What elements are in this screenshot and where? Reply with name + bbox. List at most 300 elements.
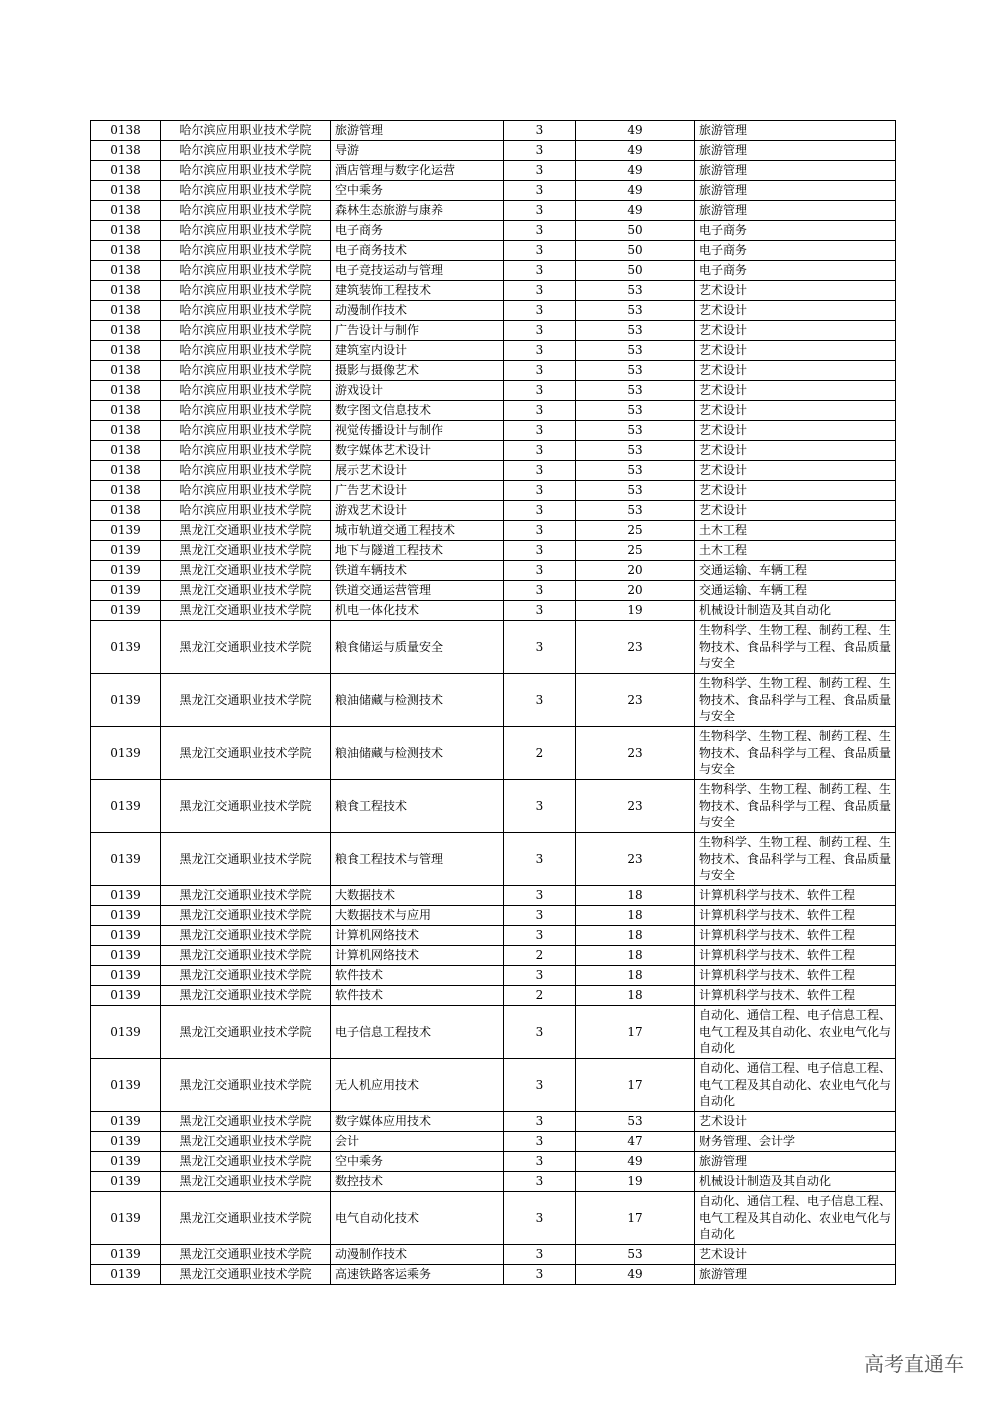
school-code-cell: 0139 [91,1132,161,1152]
major-cell: 电子商务 [331,221,504,241]
years-cell: 3 [504,1192,576,1245]
school-code-cell: 0138 [91,421,161,441]
table-row [91,1192,896,1245]
school-code-cell: 0139 [91,986,161,1006]
category-code-cell: 53 [576,281,695,301]
years-cell: 3 [504,441,576,461]
years-cell: 3 [504,361,576,381]
years-cell: 3 [504,780,576,833]
years-cell: 2 [504,986,576,1006]
category-code-cell: 53 [576,1112,695,1132]
school-name-cell: 黑龙江交通职业技术学院 [161,727,331,780]
undergrad-major-cell: 计算机科学与技术、软件工程 [695,966,896,986]
years-cell: 3 [504,181,576,201]
undergrad-major-cell: 艺术设计 [695,1245,896,1265]
school-name-cell: 黑龙江交通职业技术学院 [161,906,331,926]
major-cell: 粮食工程技术 [331,780,504,833]
school-code-cell: 0139 [91,1112,161,1132]
undergrad-major-cell: 旅游管理 [695,161,896,181]
category-code-cell: 53 [576,341,695,361]
years-cell: 3 [504,341,576,361]
table-row [91,727,896,780]
undergrad-major-cell: 计算机科学与技术、软件工程 [695,926,896,946]
major-cell: 电子竞技运动与管理 [331,261,504,281]
table-row [91,1265,896,1285]
school-name-cell: 哈尔滨应用职业技术学院 [161,161,331,181]
table-row [91,501,896,521]
category-code-cell: 18 [576,926,695,946]
years-cell: 3 [504,966,576,986]
undergrad-major-cell: 艺术设计 [695,1112,896,1132]
school-name-cell: 黑龙江交通职业技术学院 [161,1112,331,1132]
school-code-cell: 0138 [91,461,161,481]
category-code-cell: 49 [576,141,695,161]
major-cell: 数字图文信息技术 [331,401,504,421]
school-code-cell: 0138 [91,201,161,221]
years-cell: 3 [504,1006,576,1059]
school-name-cell: 黑龙江交通职业技术学院 [161,601,331,621]
major-cell: 高速铁路客运乘务 [331,1265,504,1285]
undergrad-major-cell: 生物科学、生物工程、制药工程、生物技术、食品科学与工程、食品质量与安全 [695,674,896,727]
years-cell: 3 [504,261,576,281]
school-name-cell: 哈尔滨应用职业技术学院 [161,201,331,221]
major-cell: 铁道车辆技术 [331,561,504,581]
years-cell: 3 [504,1265,576,1285]
major-cell: 数控技术 [331,1172,504,1192]
school-name-cell: 哈尔滨应用职业技术学院 [161,341,331,361]
table-row [91,561,896,581]
school-code-cell: 0138 [91,181,161,201]
admissions-table [90,120,896,1285]
school-name-cell: 黑龙江交通职业技术学院 [161,621,331,674]
years-cell: 3 [504,561,576,581]
years-cell: 3 [504,521,576,541]
school-code-cell: 0139 [91,1172,161,1192]
category-code-cell: 17 [576,1192,695,1245]
school-code-cell: 0138 [91,341,161,361]
major-cell: 会计 [331,1132,504,1152]
school-code-cell: 0139 [91,674,161,727]
school-name-cell: 哈尔滨应用职业技术学院 [161,241,331,261]
category-code-cell: 18 [576,886,695,906]
category-code-cell: 53 [576,361,695,381]
major-cell: 建筑室内设计 [331,341,504,361]
table-row [91,621,896,674]
table-row [91,141,896,161]
school-code-cell: 0139 [91,1245,161,1265]
major-cell: 粮油储藏与检测技术 [331,674,504,727]
category-code-cell: 23 [576,780,695,833]
school-code-cell: 0138 [91,441,161,461]
undergrad-major-cell: 生物科学、生物工程、制药工程、生物技术、食品科学与工程、食品质量与安全 [695,833,896,886]
table-row [91,1112,896,1132]
school-name-cell: 黑龙江交通职业技术学院 [161,1265,331,1285]
table-row [91,421,896,441]
school-name-cell: 哈尔滨应用职业技术学院 [161,421,331,441]
major-cell: 旅游管理 [331,121,504,141]
major-cell: 空中乘务 [331,1152,504,1172]
major-cell: 建筑装饰工程技术 [331,281,504,301]
undergrad-major-cell: 旅游管理 [695,121,896,141]
school-code-cell: 0138 [91,261,161,281]
category-code-cell: 50 [576,241,695,261]
years-cell: 3 [504,1152,576,1172]
category-code-cell: 53 [576,321,695,341]
school-name-cell: 黑龙江交通职业技术学院 [161,833,331,886]
school-code-cell: 0139 [91,561,161,581]
major-cell: 软件技术 [331,966,504,986]
category-code-cell: 17 [576,1006,695,1059]
category-code-cell: 17 [576,1059,695,1112]
major-cell: 大数据技术与应用 [331,906,504,926]
school-name-cell: 黑龙江交通职业技术学院 [161,986,331,1006]
major-cell: 计算机网络技术 [331,946,504,966]
undergrad-major-cell: 计算机科学与技术、软件工程 [695,946,896,966]
undergrad-major-cell: 机械设计制造及其自动化 [695,601,896,621]
school-name-cell: 黑龙江交通职业技术学院 [161,946,331,966]
major-cell: 数字媒体应用技术 [331,1112,504,1132]
years-cell: 3 [504,481,576,501]
school-name-cell: 黑龙江交通职业技术学院 [161,581,331,601]
years-cell: 3 [504,501,576,521]
school-name-cell: 哈尔滨应用职业技术学院 [161,501,331,521]
years-cell: 3 [504,1059,576,1112]
undergrad-major-cell: 艺术设计 [695,421,896,441]
school-name-cell: 哈尔滨应用职业技术学院 [161,401,331,421]
category-code-cell: 20 [576,581,695,601]
years-cell: 3 [504,241,576,261]
table-row [91,1059,896,1112]
table-row [91,926,896,946]
undergrad-major-cell: 旅游管理 [695,181,896,201]
school-code-cell: 0138 [91,381,161,401]
undergrad-major-cell: 机械设计制造及其自动化 [695,1172,896,1192]
school-name-cell: 黑龙江交通职业技术学院 [161,521,331,541]
table-row [91,521,896,541]
major-cell: 展示艺术设计 [331,461,504,481]
major-cell: 铁道交通运营管理 [331,581,504,601]
school-name-cell: 哈尔滨应用职业技术学院 [161,121,331,141]
undergrad-major-cell: 艺术设计 [695,301,896,321]
undergrad-major-cell: 电子商务 [695,221,896,241]
major-cell: 机电一体化技术 [331,601,504,621]
category-code-cell: 53 [576,501,695,521]
table-row [91,601,896,621]
category-code-cell: 20 [576,561,695,581]
years-cell: 3 [504,161,576,181]
table-row [91,441,896,461]
table-row [91,301,896,321]
years-cell: 3 [504,926,576,946]
table-row [91,241,896,261]
category-code-cell: 49 [576,201,695,221]
category-code-cell: 53 [576,481,695,501]
undergrad-major-cell: 计算机科学与技术、软件工程 [695,886,896,906]
school-code-cell: 0139 [91,946,161,966]
table-row [91,946,896,966]
major-cell: 导游 [331,141,504,161]
category-code-cell: 49 [576,1152,695,1172]
years-cell: 3 [504,1132,576,1152]
undergrad-major-cell: 艺术设计 [695,501,896,521]
years-cell: 3 [504,141,576,161]
undergrad-major-cell: 艺术设计 [695,461,896,481]
table-row [91,906,896,926]
table-row [91,161,896,181]
undergrad-major-cell: 自动化、通信工程、电子信息工程、电气工程及其自动化、农业电气化与自动化 [695,1059,896,1112]
school-name-cell: 黑龙江交通职业技术学院 [161,1132,331,1152]
school-name-cell: 哈尔滨应用职业技术学院 [161,141,331,161]
category-code-cell: 49 [576,121,695,141]
undergrad-major-cell: 生物科学、生物工程、制药工程、生物技术、食品科学与工程、食品质量与安全 [695,621,896,674]
years-cell: 3 [504,581,576,601]
years-cell: 3 [504,1172,576,1192]
category-code-cell: 23 [576,621,695,674]
category-code-cell: 53 [576,461,695,481]
years-cell: 2 [504,946,576,966]
table-row [91,833,896,886]
category-code-cell: 19 [576,601,695,621]
table-row [91,341,896,361]
school-name-cell: 哈尔滨应用职业技术学院 [161,461,331,481]
major-cell: 电气自动化技术 [331,1192,504,1245]
school-code-cell: 0138 [91,361,161,381]
category-code-cell: 18 [576,966,695,986]
table-row [91,481,896,501]
school-code-cell: 0139 [91,541,161,561]
table-row [91,321,896,341]
years-cell: 3 [504,401,576,421]
school-code-cell: 0138 [91,141,161,161]
category-code-cell: 23 [576,674,695,727]
table-row [91,1172,896,1192]
school-name-cell: 哈尔滨应用职业技术学院 [161,221,331,241]
school-name-cell: 哈尔滨应用职业技术学院 [161,441,331,461]
years-cell: 3 [504,301,576,321]
category-code-cell: 18 [576,906,695,926]
major-cell: 动漫制作技术 [331,301,504,321]
table-row [91,461,896,481]
school-code-cell: 0139 [91,906,161,926]
table-row [91,261,896,281]
category-code-cell: 47 [576,1132,695,1152]
table-row [91,541,896,561]
years-cell: 3 [504,541,576,561]
school-name-cell: 哈尔滨应用职业技术学院 [161,381,331,401]
school-code-cell: 0139 [91,1192,161,1245]
category-code-cell: 25 [576,521,695,541]
school-code-cell: 0138 [91,221,161,241]
undergrad-major-cell: 艺术设计 [695,281,896,301]
category-code-cell: 23 [576,727,695,780]
category-code-cell: 49 [576,181,695,201]
school-code-cell: 0139 [91,926,161,946]
school-code-cell: 0139 [91,1152,161,1172]
school-code-cell: 0138 [91,241,161,261]
school-name-cell: 黑龙江交通职业技术学院 [161,886,331,906]
major-cell: 城市轨道交通工程技术 [331,521,504,541]
major-cell: 无人机应用技术 [331,1059,504,1112]
school-code-cell: 0139 [91,621,161,674]
major-cell: 游戏设计 [331,381,504,401]
school-code-cell: 0139 [91,1059,161,1112]
major-cell: 计算机网络技术 [331,926,504,946]
watermark: 高考直通车 [864,1352,964,1376]
school-code-cell: 0139 [91,601,161,621]
major-cell: 摄影与摄像艺术 [331,361,504,381]
years-cell: 3 [504,1112,576,1132]
school-name-cell: 哈尔滨应用职业技术学院 [161,361,331,381]
years-cell: 3 [504,121,576,141]
years-cell: 3 [504,886,576,906]
school-name-cell: 黑龙江交通职业技术学院 [161,1245,331,1265]
category-code-cell: 18 [576,986,695,1006]
years-cell: 3 [504,621,576,674]
table-row [91,1006,896,1059]
table-row [91,121,896,141]
years-cell: 3 [504,601,576,621]
major-cell: 游戏艺术设计 [331,501,504,521]
undergrad-major-cell: 艺术设计 [695,481,896,501]
school-code-cell: 0139 [91,581,161,601]
school-name-cell: 黑龙江交通职业技术学院 [161,541,331,561]
category-code-cell: 49 [576,161,695,181]
undergrad-major-cell: 旅游管理 [695,141,896,161]
table-row [91,674,896,727]
school-code-cell: 0139 [91,521,161,541]
category-code-cell: 53 [576,1245,695,1265]
table-row [91,201,896,221]
category-code-cell: 18 [576,946,695,966]
category-code-cell: 53 [576,441,695,461]
table-row [91,361,896,381]
undergrad-major-cell: 艺术设计 [695,441,896,461]
school-code-cell: 0139 [91,833,161,886]
years-cell: 2 [504,727,576,780]
years-cell: 3 [504,321,576,341]
undergrad-major-cell: 电子商务 [695,261,896,281]
category-code-cell: 53 [576,381,695,401]
school-code-cell: 0138 [91,161,161,181]
school-code-cell: 0138 [91,321,161,341]
school-name-cell: 哈尔滨应用职业技术学院 [161,321,331,341]
undergrad-major-cell: 土木工程 [695,521,896,541]
school-code-cell: 0139 [91,727,161,780]
major-cell: 空中乘务 [331,181,504,201]
undergrad-major-cell: 艺术设计 [695,401,896,421]
major-cell: 数字媒体艺术设计 [331,441,504,461]
school-code-cell: 0139 [91,780,161,833]
school-name-cell: 黑龙江交通职业技术学院 [161,1192,331,1245]
undergrad-major-cell: 旅游管理 [695,1265,896,1285]
school-code-cell: 0138 [91,401,161,421]
school-code-cell: 0139 [91,1265,161,1285]
undergrad-major-cell: 旅游管理 [695,201,896,221]
major-cell: 地下与隧道工程技术 [331,541,504,561]
school-code-cell: 0139 [91,966,161,986]
major-cell: 电子信息工程技术 [331,1006,504,1059]
table-body [91,121,896,1285]
category-code-cell: 53 [576,421,695,441]
school-name-cell: 黑龙江交通职业技术学院 [161,674,331,727]
undergrad-major-cell: 土木工程 [695,541,896,561]
school-name-cell: 黑龙江交通职业技术学院 [161,1006,331,1059]
school-name-cell: 哈尔滨应用职业技术学院 [161,481,331,501]
undergrad-major-cell: 艺术设计 [695,381,896,401]
category-code-cell: 50 [576,261,695,281]
table-row [91,966,896,986]
table-row [91,181,896,201]
undergrad-major-cell: 自动化、通信工程、电子信息工程、电气工程及其自动化、农业电气化与自动化 [695,1192,896,1245]
school-code-cell: 0138 [91,301,161,321]
school-name-cell: 哈尔滨应用职业技术学院 [161,281,331,301]
years-cell: 3 [504,201,576,221]
school-name-cell: 哈尔滨应用职业技术学院 [161,181,331,201]
undergrad-major-cell: 生物科学、生物工程、制药工程、生物技术、食品科学与工程、食品质量与安全 [695,727,896,780]
school-name-cell: 黑龙江交通职业技术学院 [161,561,331,581]
undergrad-major-cell: 自动化、通信工程、电子信息工程、电气工程及其自动化、农业电气化与自动化 [695,1006,896,1059]
years-cell: 3 [504,281,576,301]
years-cell: 3 [504,833,576,886]
undergrad-major-cell: 交通运输、车辆工程 [695,561,896,581]
years-cell: 3 [504,674,576,727]
table-row [91,886,896,906]
table-row [91,401,896,421]
category-code-cell: 53 [576,401,695,421]
undergrad-major-cell: 电子商务 [695,241,896,261]
school-code-cell: 0139 [91,1006,161,1059]
years-cell: 3 [504,1245,576,1265]
major-cell: 动漫制作技术 [331,1245,504,1265]
major-cell: 广告艺术设计 [331,481,504,501]
major-cell: 视觉传播设计与制作 [331,421,504,441]
school-code-cell: 0138 [91,481,161,501]
school-code-cell: 0139 [91,886,161,906]
school-name-cell: 黑龙江交通职业技术学院 [161,926,331,946]
undergrad-major-cell: 交通运输、车辆工程 [695,581,896,601]
undergrad-major-cell: 艺术设计 [695,321,896,341]
school-name-cell: 黑龙江交通职业技术学院 [161,780,331,833]
table-row [91,1152,896,1172]
table-row [91,221,896,241]
category-code-cell: 53 [576,301,695,321]
category-code-cell: 49 [576,1265,695,1285]
years-cell: 3 [504,906,576,926]
table-row [91,1132,896,1152]
school-code-cell: 0138 [91,501,161,521]
major-cell: 粮油储藏与检测技术 [331,727,504,780]
major-cell: 广告设计与制作 [331,321,504,341]
school-code-cell: 0138 [91,281,161,301]
school-name-cell: 黑龙江交通职业技术学院 [161,966,331,986]
major-cell: 软件技术 [331,986,504,1006]
school-name-cell: 黑龙江交通职业技术学院 [161,1152,331,1172]
undergrad-major-cell: 艺术设计 [695,361,896,381]
undergrad-major-cell: 生物科学、生物工程、制药工程、生物技术、食品科学与工程、食品质量与安全 [695,780,896,833]
category-code-cell: 25 [576,541,695,561]
school-name-cell: 黑龙江交通职业技术学院 [161,1172,331,1192]
school-name-cell: 哈尔滨应用职业技术学院 [161,261,331,281]
years-cell: 3 [504,221,576,241]
undergrad-major-cell: 计算机科学与技术、软件工程 [695,906,896,926]
category-code-cell: 23 [576,833,695,886]
category-code-cell: 50 [576,221,695,241]
major-cell: 大数据技术 [331,886,504,906]
major-cell: 粮食储运与质量安全 [331,621,504,674]
table-row [91,381,896,401]
table-row [91,1245,896,1265]
undergrad-major-cell: 艺术设计 [695,341,896,361]
